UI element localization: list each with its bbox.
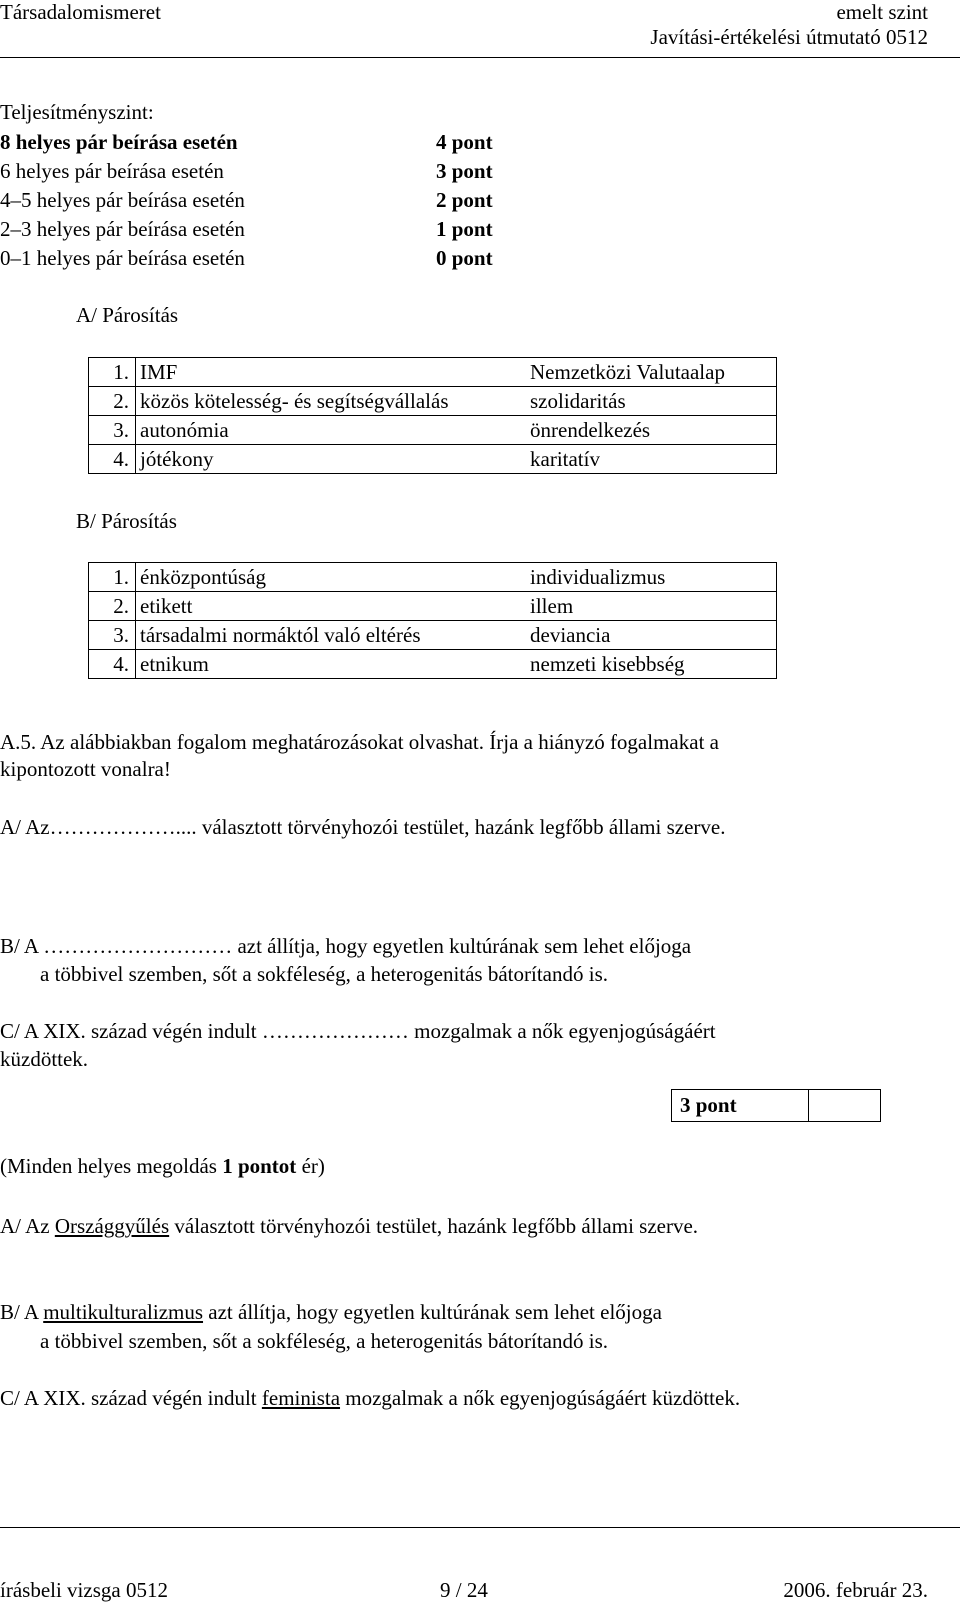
scoring-note-points: 1 pontot — [222, 1154, 297, 1178]
table-row — [89, 416, 777, 445]
table-row — [89, 650, 777, 679]
table-row — [89, 387, 777, 416]
performance-points: 4 pont — [436, 130, 493, 154]
task-c: küzdöttek. — [0, 1047, 89, 1071]
solution-text: C/ A XIX. század végén indult — [0, 1386, 262, 1410]
pair-number: 2. — [89, 387, 136, 416]
pair-number: 1. — [89, 563, 136, 592]
pair-number: 2. — [89, 592, 136, 621]
performance-row: 2–3 helyes pár beírása esetén — [0, 217, 245, 241]
header-rule — [0, 57, 960, 58]
pair-match: szolidaritás — [526, 387, 777, 416]
solution-text: választott törvényhozói testület, hazánk legfőbb állami szerve. — [169, 1214, 699, 1238]
scoring-note-text: ér) — [296, 1154, 325, 1178]
pair-number: 4. — [89, 650, 136, 679]
solution-text: B/ A — [0, 1300, 44, 1324]
footer-exam: írásbeli vizsga 0512 — [0, 1578, 168, 1602]
performance-points: 0 pont — [436, 246, 493, 270]
pair-term: autonómia — [136, 416, 527, 445]
header-subject: Társadalomismeret — [0, 0, 161, 24]
table-row — [89, 358, 777, 387]
pair-term: közös kötelesség- és segítségvállalás — [136, 387, 527, 416]
scoring-note — [0, 1154, 325, 1178]
scoring-note-text: (Minden helyes megoldás — [0, 1154, 223, 1178]
footer-rule — [0, 1527, 960, 1528]
task-c: C/ A XIX. század végén indult ………………… mozgalmak a nők egyenjogúságáért — [0, 1019, 716, 1043]
matching-a-title: A/ Párosítás — [76, 303, 179, 327]
table-row — [89, 621, 777, 650]
pair-term: énközpontúság — [136, 563, 527, 592]
pair-number: 4. — [89, 445, 136, 474]
matching-a-table — [88, 357, 777, 474]
points-label: 3 pont — [672, 1090, 809, 1121]
footer-date: 2006. február 23. — [783, 1578, 928, 1602]
performance-points: 3 pont — [436, 159, 493, 183]
matching-b-title: B/ Párosítás — [76, 509, 177, 533]
performance-row: 0–1 helyes pár beírása esetén — [0, 246, 245, 270]
pair-number: 3. — [89, 621, 136, 650]
table-row — [89, 563, 777, 592]
table-row — [89, 592, 777, 621]
table-row — [89, 445, 777, 474]
performance-points: 2 pont — [436, 188, 493, 212]
task-b: B/ A ……………………… azt állítja, hogy egyetlen kultúrának sem lehet előjoga — [0, 934, 692, 958]
pair-match: illem — [526, 592, 777, 621]
solution-term: Országgyűlés — [54, 1214, 170, 1238]
solution-text: A/ Az — [0, 1214, 55, 1238]
solution-b — [0, 1300, 662, 1324]
solution-b: a többivel szemben, sőt a sokféleség, a heterogenitás bátorítandó is. — [40, 1329, 608, 1353]
pair-term: etnikum — [136, 650, 527, 679]
pair-match: deviancia — [526, 621, 777, 650]
pair-match: nemzeti kisebbség — [526, 650, 777, 679]
performance-row: 4–5 helyes pár beírása esetén — [0, 188, 245, 212]
performance-row: 8 helyes pár beírása esetén — [0, 130, 238, 154]
pair-match: karitatív — [526, 445, 777, 474]
pair-term: jótékony — [136, 445, 527, 474]
pair-match: individualizmus — [526, 563, 777, 592]
solution-text: mozgalmak a nők egyenjogúságáért küzdöttek. — [340, 1386, 741, 1410]
solution-term: feminista — [261, 1386, 341, 1410]
pair-term: IMF — [136, 358, 527, 387]
solution-term: multikulturalizmus — [43, 1300, 204, 1324]
points-box — [671, 1089, 881, 1122]
pair-match: Nemzetközi Valutaalap — [526, 358, 777, 387]
solution-a — [0, 1214, 698, 1238]
performance-title: Teljesítményszint: — [0, 100, 154, 124]
matching-b-table — [88, 562, 777, 679]
pair-number: 3. — [89, 416, 136, 445]
performance-points: 1 pont — [436, 217, 493, 241]
solution-text: azt állítja, hogy egyetlen kultúrának sem lehet előjoga — [203, 1300, 662, 1324]
task-a: A/ Az……………….... választott törvényhozói testület, hazánk legfőbb állami szerve. — [0, 815, 726, 839]
pair-match: önrendelkezés — [526, 416, 777, 445]
pair-term: etikett — [136, 592, 527, 621]
footer-page-number: 9 / 24 — [440, 1578, 488, 1602]
header-guide: Javítási-értékelési útmutató 0512 — [650, 25, 928, 49]
task-intro: A.5. Az alábbiakban fogalom meghatározásokat olvashat. Írja a hiányzó fogalmakat a — [0, 730, 719, 754]
performance-row: 6 helyes pár beírása esetén — [0, 159, 224, 183]
solution-c — [0, 1386, 740, 1410]
points-score-cell — [809, 1090, 880, 1121]
header-level: emelt szint — [836, 0, 928, 24]
task-b: a többivel szemben, sőt a sokféleség, a heterogenitás bátorítandó is. — [40, 962, 608, 986]
pair-number: 1. — [89, 358, 136, 387]
task-intro: kipontozott vonalra! — [0, 757, 171, 781]
pair-term: társadalmi normáktól való eltérés — [136, 621, 527, 650]
